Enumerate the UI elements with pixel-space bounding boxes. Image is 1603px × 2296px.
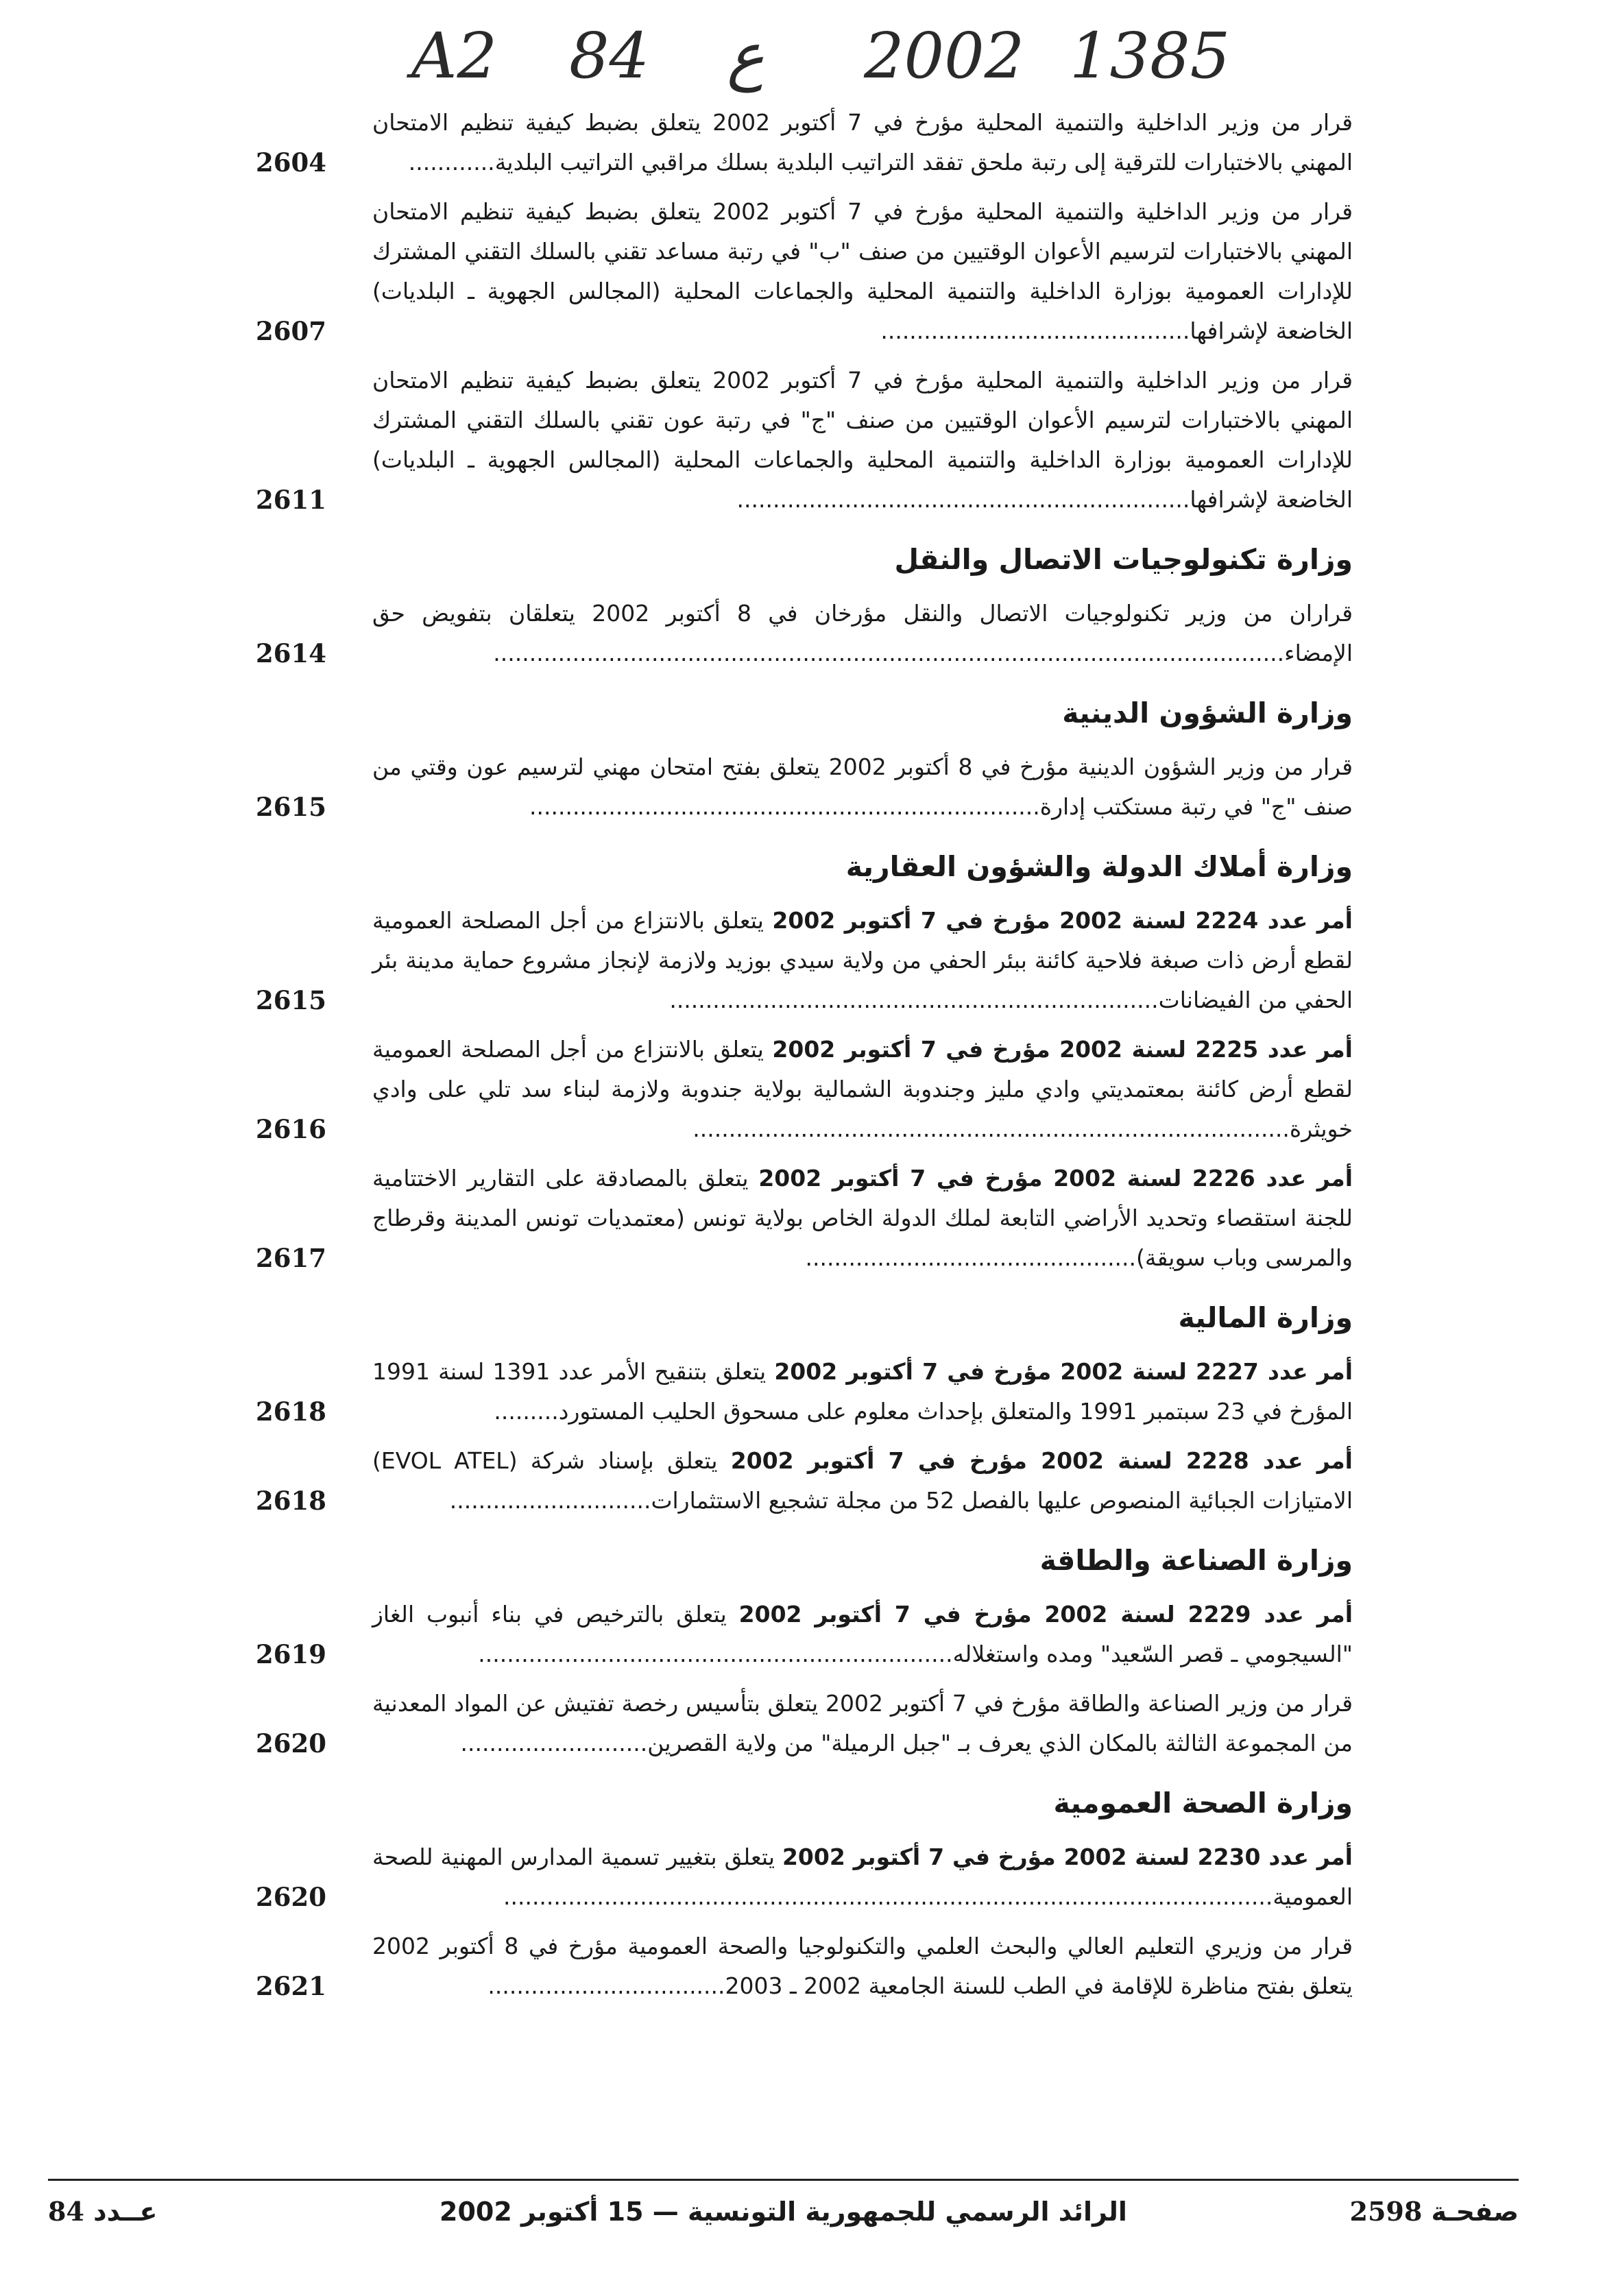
toc-entry-body: يتعلق بالانتزاع من أجل المصلحة العمومية لقطع أرض كائنة بمعتمديتي وادي مليز وجندوبة الشمالية بولاية جندوبة ولازمة لبناء سد تلي على وادي خويثرة: [372, 1036, 1353, 1142]
toc-section: [256, 1298, 1353, 1521]
toc-entry-body: يتعلق بتغيير تسمية المدارس المهنية للصحة العمومية: [372, 1844, 1353, 1910]
page-footer: [48, 2191, 1519, 2239]
toc-page-number: 2617: [256, 1243, 326, 1273]
toc-section: [256, 1541, 1353, 1763]
handwritten-mark: A2: [411, 19, 497, 93]
toc-page-number: 2620: [256, 1882, 326, 1912]
toc-entry-text: [372, 361, 1353, 520]
ministry-heading: وزارة الشؤون الدينية: [1062, 697, 1353, 729]
toc-entry-text: [372, 1837, 1353, 1917]
footer-page-label: صفحـة: [1431, 2197, 1519, 2227]
toc-entry-body: يتعلق بتنقيح الأمر عدد 1391 لسنة 1991 المؤرخ في 23 سبتمبر 1991 والمتعلق بإحداث معلوم على مسحوق الحليب المستورد: [372, 1358, 1353, 1425]
toc-entry-body: يتعلق بالانتزاع من أجل المصلحة العمومية لقطع أرض ذات صبغة فلاحية كائنة ببئر الحفي من ولاية سيدي بوزيد ولازمة لإنجاز مشروع حماية مدينة بئر الحفي من الفيضانات: [372, 907, 1353, 1013]
handwritten-mark: 1385: [1070, 19, 1231, 93]
toc-leader: .........: [494, 1398, 559, 1425]
toc-leader: ............................: [449, 1487, 651, 1514]
toc-entry-lead: أمر عدد 2226 لسنة 2002 مؤرخ في 7 أكتوبر 2002: [758, 1165, 1353, 1192]
toc-page-number: 2619: [256, 1639, 326, 1669]
toc-entry-lead: أمر عدد 2227 لسنة 2002 مؤرخ في 7 أكتوبر 2002: [774, 1358, 1353, 1385]
toc-entry-text: [372, 1926, 1353, 2006]
toc-entry: [256, 747, 1353, 827]
toc-entry: [256, 361, 1353, 520]
footer-issue: [48, 2191, 158, 2232]
footer-page-number: 2598: [1349, 2196, 1423, 2227]
toc-entry-body: يتعلق بالترخيص في بناء أنبوب الغاز "السيجومي ـ قصر السّعيد" ومده واستغلاله: [372, 1601, 1353, 1667]
toc-entry-body: قرار من وزير الشؤون الدينية مؤرخ في 8 أكتوبر 2002 يتعلق بفتح امتحان مهني لترسيم عون وقتي من صنف "ج" في رتبة مستكتب إدارة: [372, 753, 1353, 820]
toc-page-number: 2616: [256, 1114, 326, 1144]
toc-page-number: 2620: [256, 1728, 326, 1759]
toc-leader: ...............................................................: [736, 486, 1190, 513]
toc-section: [256, 103, 1353, 520]
toc-page-number: 2618: [256, 1486, 326, 1516]
toc-page-number: 2607: [256, 316, 326, 346]
toc-page-number: 2621: [256, 1971, 326, 2001]
toc-entry: [256, 1441, 1353, 1521]
toc-entry-lead: أمر عدد 2230 لسنة 2002 مؤرخ في 7 أكتوبر 2002: [782, 1844, 1353, 1870]
toc-leader: ..............................................................................................................: [493, 640, 1285, 666]
toc-section: [256, 847, 1353, 1278]
toc-entry: [256, 1837, 1353, 1917]
toc-entry-body: يتعلق بالمصادقة على التقارير الاختتامية للجنة استقصاء وتحديد الأراضي التابعة لملك الدولة الخاص بولاية تونس (معتمديات تونس المدينة وقرطاج والمرسى وباب سويقة): [372, 1165, 1353, 1271]
toc-leader: .......................................................................: [529, 793, 1040, 820]
handwritten-mark: 2002: [864, 19, 1025, 93]
toc-entry-text: [372, 103, 1353, 182]
toc-entry-lead: أمر عدد 2229 لسنة 2002 مؤرخ في 7 أكتوبر 2002: [738, 1601, 1353, 1628]
handwritten-mark: ع: [727, 19, 764, 93]
toc-page-number: 2614: [256, 638, 326, 668]
toc-entry-text: [372, 1684, 1353, 1763]
footer-journal-title: الرائد الرسمي للجمهورية التونسية — 15 أكتوبر 2002: [439, 2197, 1127, 2227]
toc-entry-body: يتعلق بإسناد شركة (EVOL ATEL) الامتيازات الجبائية المنصوص عليها بالفصل 52 من مجلة تشجيع الاستثمارات: [372, 1447, 1353, 1514]
toc-entry-body: قرار من وزير الداخلية والتنمية المحلية مؤرخ في 7 أكتوبر 2002 يتعلق بضبط كيفية تنظيم الامتحان المهني بالاختبارات لترسيم الأعوان الوقتيين من صنف "ج" في رتبة عون تقني بالسلك التقني المشترك للإدارات العمومية بوزارة الداخلية والتنمية المحلية والجماعات المحلية (المجالس الجهوية ـ البلديات) الخاضعة لإشرافها: [372, 367, 1353, 513]
toc-entry: [256, 1159, 1353, 1278]
handwritten-mark: 84: [569, 19, 650, 93]
toc-page-number: 2611: [256, 485, 326, 515]
toc-entry-text: [372, 747, 1353, 827]
toc-entry: [256, 1352, 1353, 1431]
toc-entry-body: قرار من وزير الداخلية والتنمية المحلية مؤرخ في 7 أكتوبر 2002 يتعلق بضبط كيفية تنظيم الامتحان المهني بالاختبارات للترقية إلى رتبة ملحق تفقد التراتيب البلدية بسلك مراقبي التراتيب البلدية: [372, 109, 1353, 176]
toc-leader: ....................................................................: [669, 987, 1159, 1013]
toc-leader: ...........................................................................................................: [503, 1883, 1273, 1910]
toc-page-number: 2618: [256, 1397, 326, 1427]
toc-entry: [256, 103, 1353, 182]
toc-leader: ..............................................: [805, 1244, 1137, 1271]
toc-entry: [256, 1926, 1353, 2006]
toc-page-number: 2615: [256, 985, 326, 1015]
toc-entry-text: [372, 1595, 1353, 1674]
toc-entry-lead: أمر عدد 2225 لسنة 2002 مؤرخ في 7 أكتوبر 2002: [772, 1036, 1353, 1063]
toc-entry-text: [372, 1030, 1353, 1149]
ministry-heading: وزارة الصناعة والطاقة: [1039, 1544, 1353, 1577]
toc-entry-text: [372, 594, 1353, 673]
toc-entry-text: [372, 1159, 1353, 1278]
ministry-heading: وزارة المالية: [1178, 1301, 1353, 1334]
toc-entry-lead: أمر عدد 2224 لسنة 2002 مؤرخ في 7 أكتوبر 2002: [772, 907, 1353, 934]
toc-entry-text: [372, 1352, 1353, 1431]
toc-leader: ...........................................: [880, 317, 1190, 344]
toc-leader: ..........................: [460, 1730, 648, 1756]
toc-page-number: 2615: [256, 792, 326, 822]
table-of-contents: [256, 103, 1353, 2016]
toc-leader: ..................................................................: [478, 1641, 953, 1667]
toc-entry-body: قرار من وزير الداخلية والتنمية المحلية مؤرخ في 7 أكتوبر 2002 يتعلق بضبط كيفية تنظيم الامتحان المهني بالاختبارات لترسيم الأعوان الوقتيين من صنف "ب" في رتبة مساعد تقني بالسلك التقني المشترك للإدارات العمومية بوزارة الداخلية والتنمية المحلية والجماعات المحلية (المجالس الجهوية ـ البلديات) الخاضعة لإشرافها: [372, 198, 1353, 344]
toc-entry: [256, 1684, 1353, 1763]
toc-entry-text: [372, 192, 1353, 351]
toc-section: [256, 540, 1353, 673]
toc-entry-body: قرار من وزيري التعليم العالي والبحث العلمي والتكنولوجيا والصحة العمومية مؤرخ في 8 أكتوبر 2002 يتعلق بفتح مناظرة للإقامة في الطب للسنة الجامعية 2002 ـ 2003.: [372, 1933, 1353, 1999]
ministry-heading: وزارة أملاك الدولة والشؤون العقارية: [845, 850, 1353, 883]
toc-leader: ............: [408, 149, 495, 176]
toc-entry: [256, 1595, 1353, 1674]
toc-entry: [256, 192, 1353, 351]
toc-section: [256, 694, 1353, 827]
toc-entry-text: [372, 1441, 1353, 1521]
toc-entry-text: [372, 901, 1353, 1020]
ministry-heading: وزارة تكنولوجيات الاتصال والنقل: [894, 543, 1353, 576]
toc-leader: ...................................................................................: [692, 1115, 1290, 1142]
footer-divider: [48, 2179, 1519, 2181]
toc-section: [256, 1784, 1353, 2006]
toc-leader: ................................: [487, 1972, 719, 1999]
footer-issue-number: 84: [48, 2196, 84, 2227]
toc-entry-lead: أمر عدد 2228 لسنة 2002 مؤرخ في 7 أكتوبر 2002: [730, 1447, 1353, 1474]
ministry-heading: وزارة الصحة العمومية: [1053, 1787, 1353, 1820]
toc-entry: [256, 594, 1353, 673]
toc-page-number: 2604: [256, 147, 326, 178]
footer-issue-label: عــدد: [93, 2197, 158, 2227]
toc-entry: [256, 1030, 1353, 1149]
toc-entry: [256, 901, 1353, 1020]
handwritten-annotation: [411, 19, 1268, 95]
toc-entry-body: قرار من وزير الصناعة والطاقة مؤرخ في 7 أكتوبر 2002 يتعلق بتأسيس رخصة تفتيش عن المواد المعدنية من المجموعة الثالثة بالمكان الذي يعرف بـ "جبل الرميلة" من ولاية القصرين: [372, 1690, 1353, 1756]
toc-entry-body: قراران من وزير تكنولوجيات الاتصال والنقل مؤرخان في 8 أكتوبر 2002 يتعلقان بتفويض حق الإمضاء: [372, 600, 1353, 666]
